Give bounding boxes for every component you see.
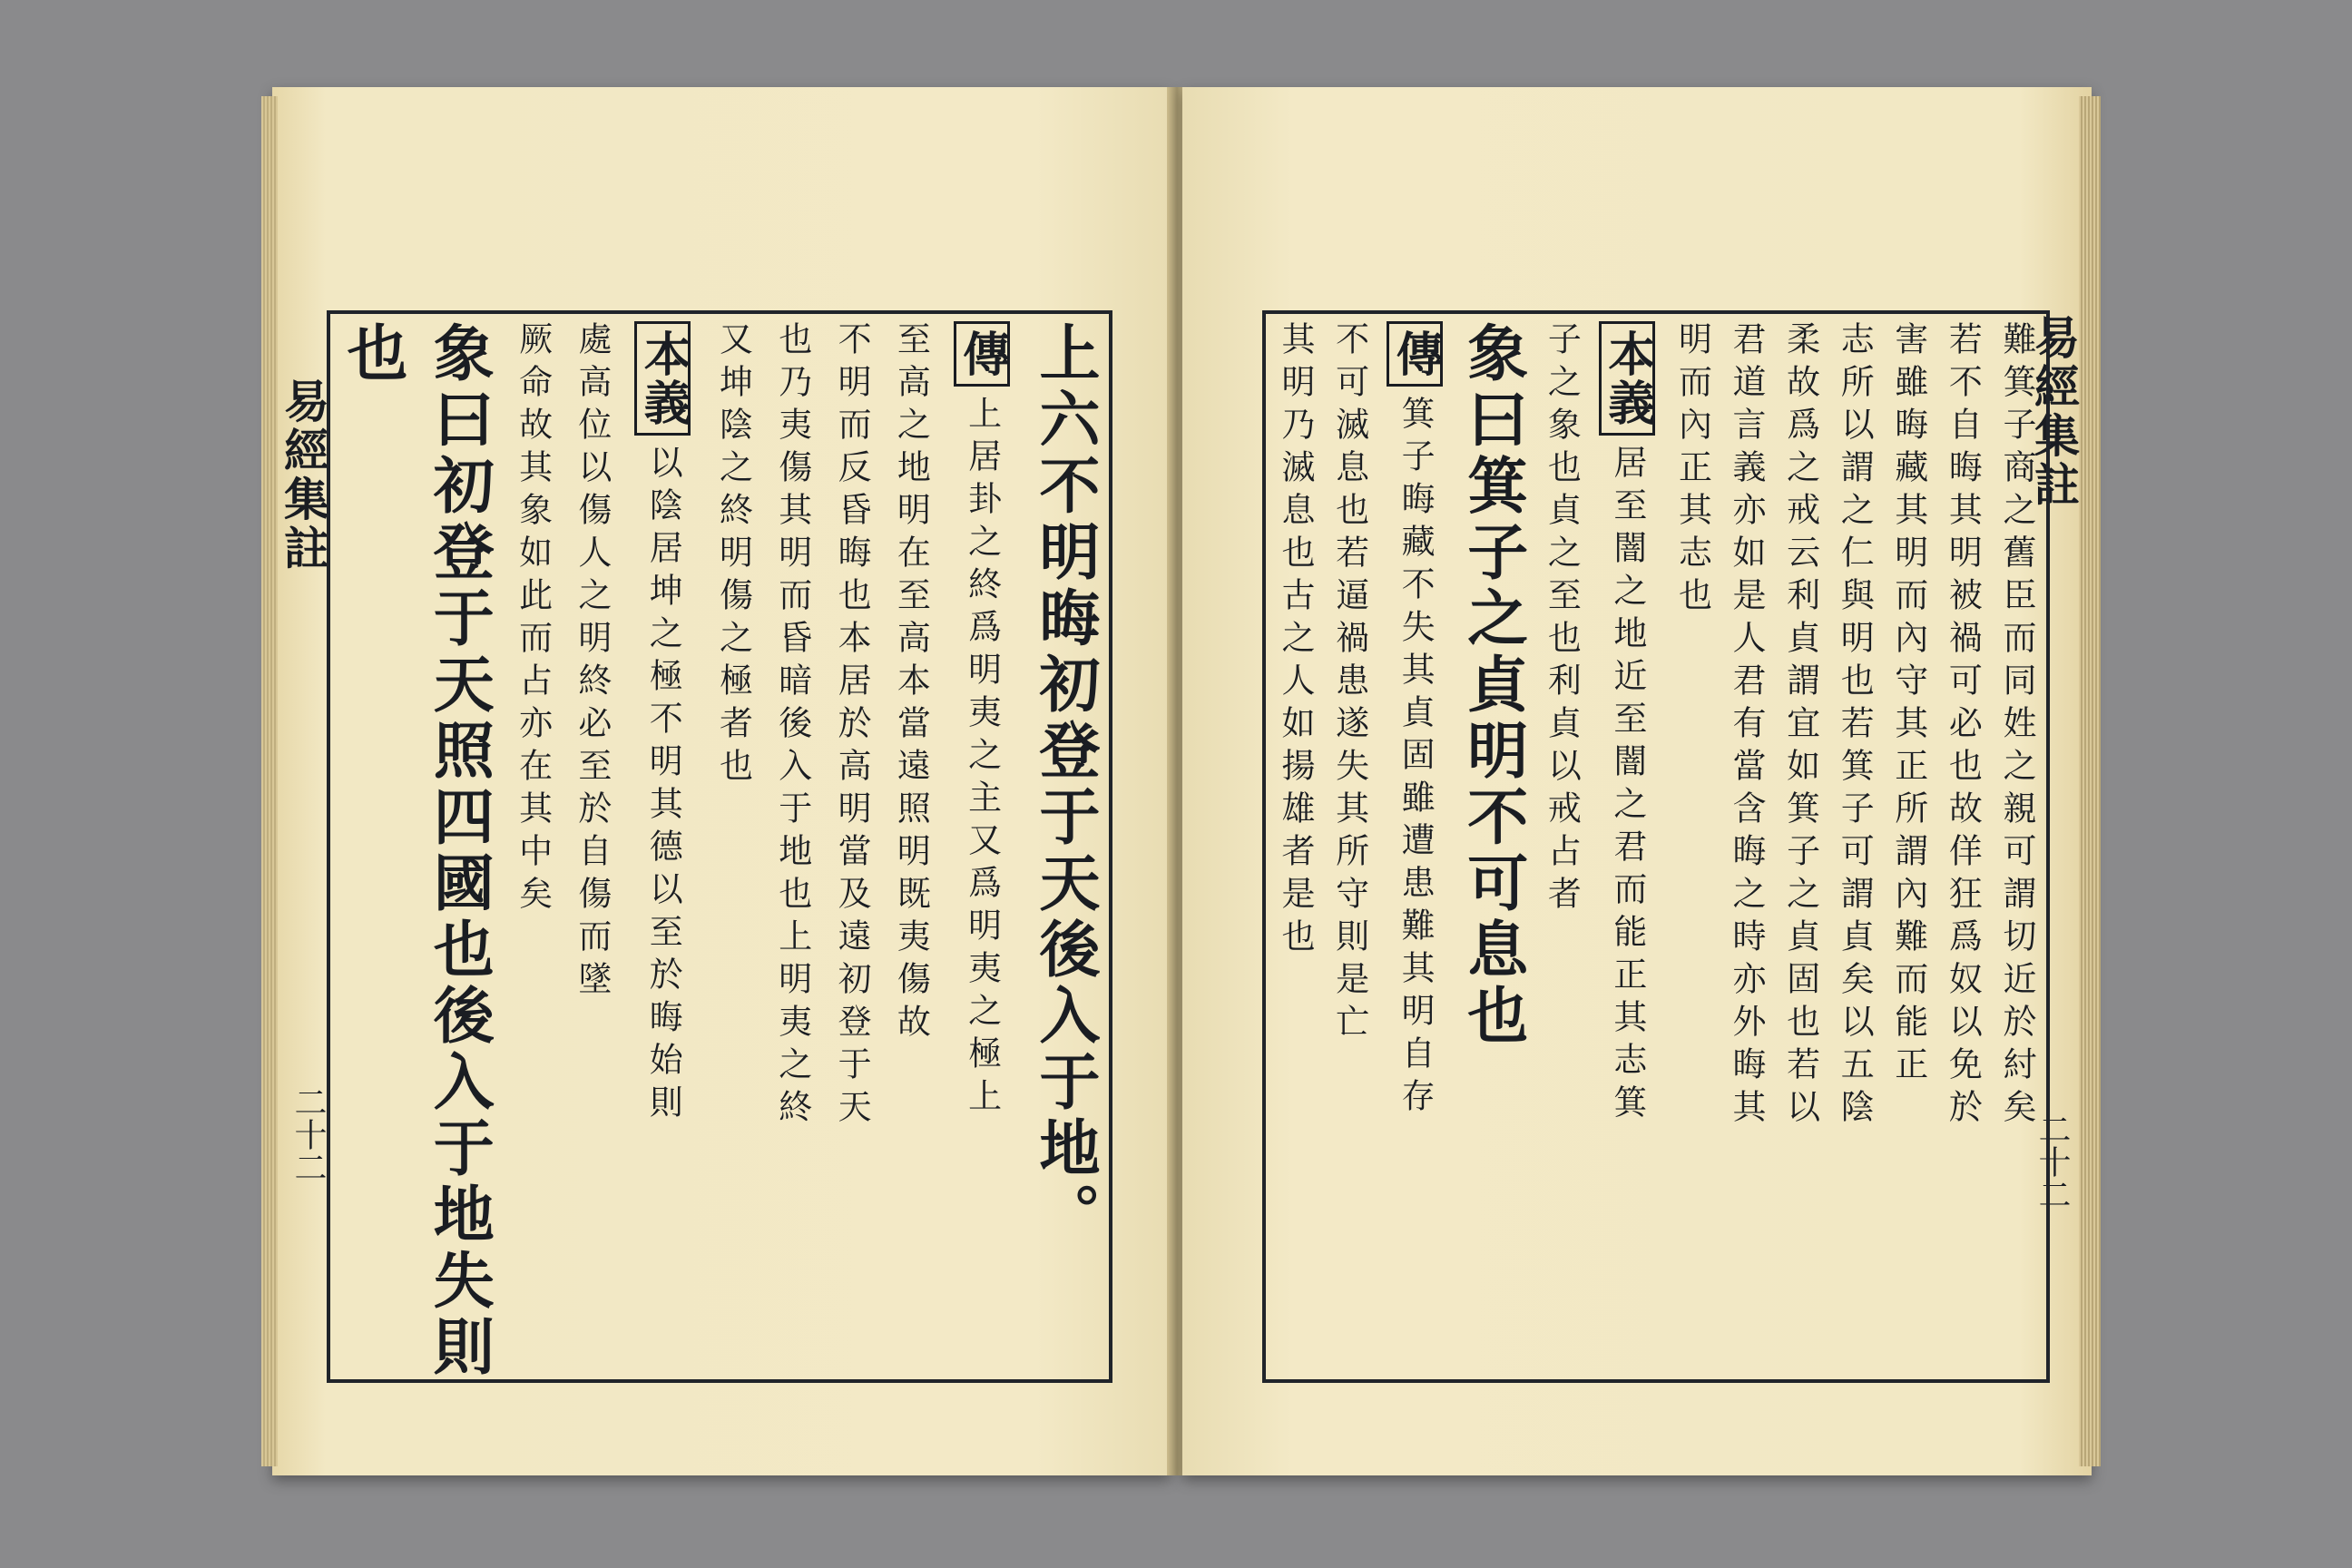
column-text: 又坤陰之終明傷之極者也 bbox=[713, 321, 753, 790]
column-text: 君道言義亦如是人君有當含晦之時亦外晦其 bbox=[1727, 321, 1767, 1132]
left-margin-title: 易經集註 bbox=[277, 377, 330, 573]
column-text: 也乃夷傷其明而昏暗後入于地也上明夷之終 bbox=[772, 321, 812, 1132]
right-page-column bbox=[1599, 321, 1655, 1372]
commentary-tag: 傳 bbox=[954, 321, 1010, 387]
column-text: 明而內正其志也 bbox=[1672, 321, 1712, 620]
right-page-column bbox=[1835, 321, 1875, 1372]
right-page-column bbox=[1780, 321, 1820, 1372]
left-page-column bbox=[772, 321, 812, 1372]
commentary-tag: 本義 bbox=[634, 321, 691, 436]
page-stack-left bbox=[261, 96, 278, 1466]
column-text: 柔故爲之戒云利貞謂宜如箕子之貞固也若以 bbox=[1780, 321, 1820, 1132]
column-text: 志所以謂之仁與明也若箕子可謂貞矣以五陰 bbox=[1835, 321, 1875, 1132]
left-page-column bbox=[954, 321, 1010, 1372]
right-page bbox=[1182, 87, 2092, 1475]
right-text-frame bbox=[1262, 310, 2050, 1383]
right-page-column bbox=[1276, 321, 1315, 1372]
right-page-column bbox=[1387, 321, 1443, 1372]
right-page-column bbox=[1888, 321, 1928, 1372]
left-page-column bbox=[424, 321, 496, 1381]
right-page-column bbox=[1672, 321, 1712, 1372]
column-text: 上居卦之終爲明夷之主又爲明夷之極上 bbox=[962, 396, 1002, 1121]
column-text: 害雖晦藏其明而內守其正所謂內難而能正 bbox=[1888, 321, 1928, 1089]
left-page-column bbox=[513, 321, 553, 1372]
column-text: 處高位以傷人之明終必至於自傷而墜 bbox=[572, 321, 612, 1004]
column-text: 以陰居坤之極不明其德以至於晦始則 bbox=[643, 445, 683, 1127]
right-page-column bbox=[1542, 321, 1582, 1372]
column-text: 子之象也貞之至也利貞以戒占者 bbox=[1542, 321, 1582, 918]
left-columns bbox=[330, 314, 1109, 1379]
column-text: 箕子晦藏不失其貞固雖遭患難其明自存 bbox=[1396, 396, 1436, 1121]
right-page-column bbox=[1457, 321, 1530, 1372]
column-text: 至高之地明在至高本當遠照明既夷傷故 bbox=[891, 321, 931, 1046]
commentary-tag: 本義 bbox=[1599, 321, 1655, 436]
right-page-column bbox=[1996, 321, 2036, 1372]
right-columns bbox=[1266, 314, 2046, 1379]
left-page bbox=[272, 87, 1171, 1475]
right-page-column bbox=[1943, 321, 1983, 1372]
left-page-column bbox=[1029, 321, 1102, 1372]
column-text: 不可滅息也若逼禍患遂失其所守則是亡 bbox=[1329, 321, 1369, 1046]
column-text: 其明乃滅息也古之人如揚雄者是也 bbox=[1276, 321, 1315, 961]
column-text: 居至闇之地近至闇之君而能正其志箕 bbox=[1607, 445, 1647, 1127]
column-text: 也 bbox=[338, 321, 409, 387]
column-text: 不明而反昏晦也本居於高明當及遠初登于天 bbox=[832, 321, 872, 1132]
right-folio: 二十二 bbox=[2034, 1112, 2071, 1210]
column-text: 厥命故其象如此而占亦在其中矣 bbox=[513, 321, 553, 918]
left-page-column bbox=[713, 321, 753, 1372]
open-book bbox=[272, 87, 2101, 1475]
left-page-column bbox=[634, 321, 691, 1372]
right-margin-title: 易經集註 bbox=[2027, 314, 2081, 510]
left-page-column bbox=[891, 321, 931, 1372]
page-stack-right bbox=[2079, 96, 2101, 1466]
column-text: 若不自晦其明被禍可必也故佯狂爲奴以免於 bbox=[1943, 321, 1983, 1132]
left-page-column bbox=[338, 321, 409, 1372]
column-text: 難箕子商之舊臣而同姓之親可謂切近於紂矣 bbox=[1996, 321, 2036, 1132]
left-folio: 二十二 bbox=[289, 1085, 327, 1183]
right-page-column bbox=[1727, 321, 1767, 1372]
commentary-tag: 傳 bbox=[1387, 321, 1443, 387]
column-text: 象曰箕子之貞明不可息也 bbox=[1457, 321, 1530, 1050]
right-page-column bbox=[1329, 321, 1369, 1372]
column-text: 象曰初登于天照四國也後入于地失則 bbox=[424, 321, 496, 1381]
left-page-column bbox=[832, 321, 872, 1372]
left-page-column bbox=[572, 321, 612, 1372]
column-text: 上六不明晦初登于天後入于地。 bbox=[1029, 321, 1102, 1249]
left-text-frame bbox=[327, 310, 1112, 1383]
